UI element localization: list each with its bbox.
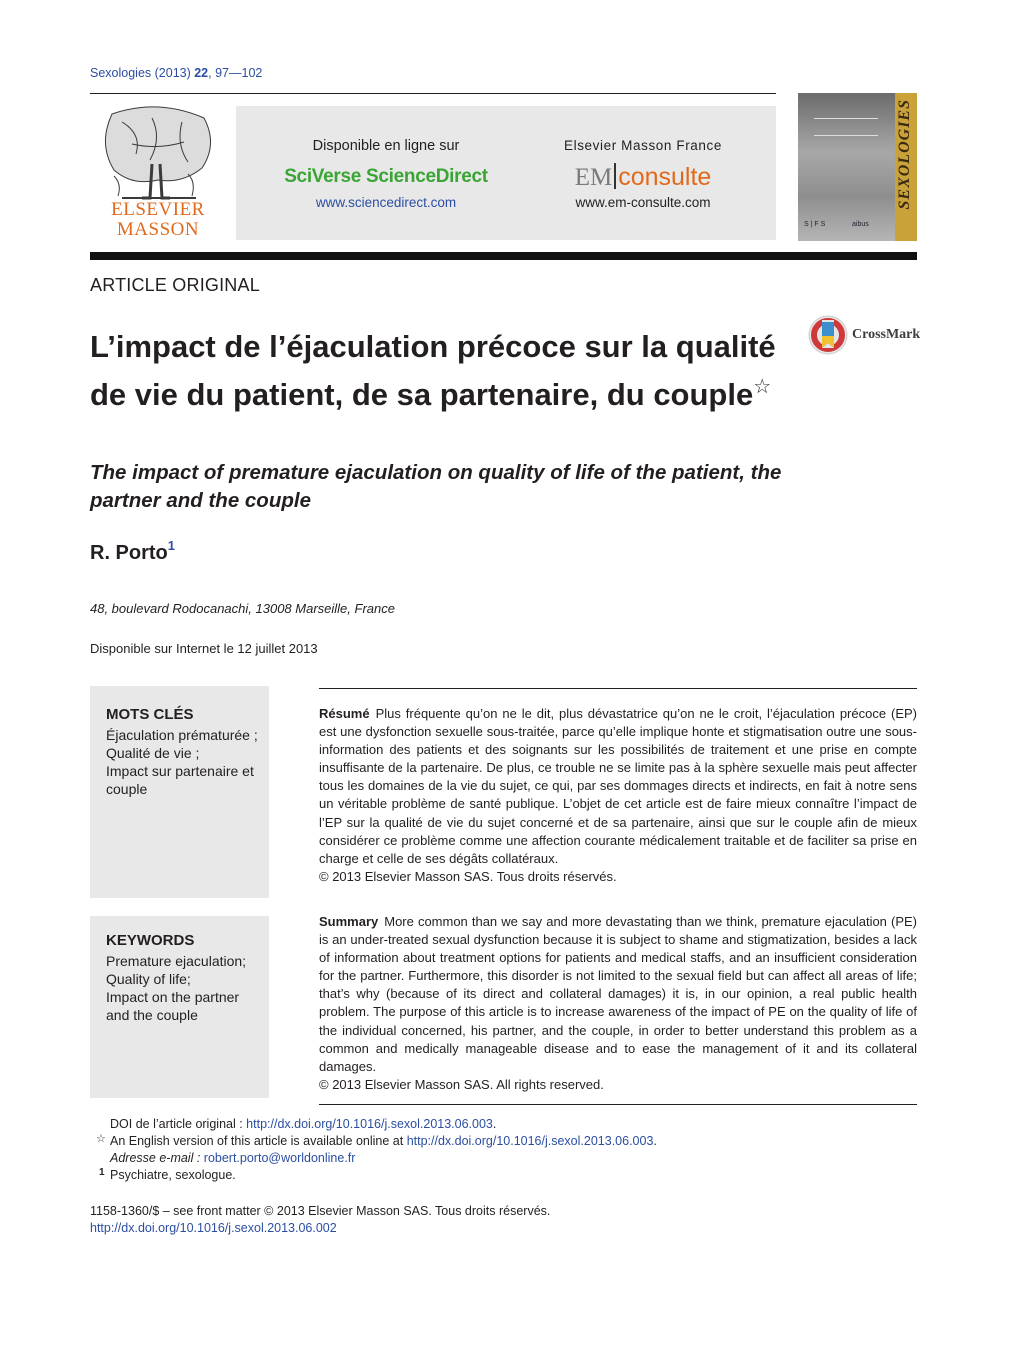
header-thick-divider <box>90 252 917 260</box>
summary-label: Summary <box>319 914 379 929</box>
available-online-label: Disponible en ligne sur <box>312 138 460 154</box>
footnote-english-version <box>110 1133 657 1150</box>
author <box>90 538 175 565</box>
article-title-fr <box>90 327 790 415</box>
doi-end: . <box>492 1117 497 1131</box>
footnote-original-doi <box>110 1116 496 1133</box>
article-title-en: The impact of premature ejaculation on quality of life of the patient, the partner and the couple <box>90 461 782 512</box>
journal-reference[interactable] <box>90 66 262 80</box>
elsevier-masson-wordmark: ELSEVIER MASSON <box>111 199 205 240</box>
em-consulte-logo <box>536 162 750 193</box>
footnote-1-text: Psychiatre, sexologue. <box>110 1168 236 1182</box>
cover-journal-name: SEXOLOGIES <box>896 99 913 210</box>
journal-volume: 22 <box>194 66 209 80</box>
keyword-item: Premature ejaculation; <box>106 953 247 969</box>
em-consulte-link[interactable]: www.em-consulte.com <box>575 195 711 210</box>
keyword-item: Éjaculation prématurée ; <box>106 727 258 743</box>
abstract-bottom-rule <box>319 1104 917 1105</box>
author-footnote-marker[interactable]: 1 <box>167 538 176 553</box>
elsevier-masson-france-label: Elsevier Masson France <box>563 138 722 153</box>
resume-abstract <box>319 705 917 886</box>
footnote-1-marker: 1 <box>99 1167 105 1178</box>
issn-line: 1158-1360/$ – see front matter © 2013 Elsevier Masson SAS. Tous droits réservés. <box>90 1204 551 1218</box>
author-name: R. Porto <box>90 542 168 564</box>
doi-label: DOI de l’article original : <box>110 1117 247 1131</box>
affiliation: 48, boulevard Rodocanachi, 13008 Marseille, France <box>90 601 395 616</box>
article-type: ARTICLE ORIGINAL <box>90 275 260 295</box>
english-end: . <box>653 1134 657 1148</box>
footnote-star-marker: ☆ <box>96 1133 106 1145</box>
original-doi-link[interactable]: http://dx.doi.org/10.1016/j.sexol.2013.06.003 <box>246 1117 493 1131</box>
keywords-en-heading: KEYWORDS <box>106 932 195 949</box>
em-logo-em: EM <box>574 164 613 191</box>
sciverse-sciencedirect-logo: SciVerse ScienceDirect <box>284 166 488 187</box>
em-logo-consulte: consulte <box>618 163 712 191</box>
email-link[interactable]: robert.porto@worldonline.fr <box>203 1151 356 1165</box>
resume-text: Plus fréquente qu’on ne le dit, plus dévastatrice qu’on ne le croit, l’éjaculation précoce (EP) est une dysfonction sexuelle sous-traitée, parce qu’elle implique honte et stigmatisation outre une sous-information des patients et des soignants sur les possibilités de traitement et une prise en compte insuffisante de la partenaire. De plus, ce trouble ne se limite pas à la sphère sexuelle mais peut affecter tous les domaines de la vie du sujet, ce qui, par ses dommages directs et indirects, en fait à notre sens un véritable problème de santé publique. L’objet de cet article est de faire mieux connaître l’impact de l’EP sur la qualité de vie du sujet concerné et de sa partenaire, ainsi que sur le couple afin de mieux considérer ce problème comme une affection courante médicalement traitable et de faciliter sa prise en charge et celle de ses dégâts collatéraux. <box>319 706 917 866</box>
keyword-item: Qualité de vie ; <box>106 745 200 761</box>
summary-abstract <box>319 913 917 1094</box>
summary-text: More common than we say and more devastating than we think, premature ejaculation (PE) is an under-treated sexual dysfunction because it is subject to shame and stigmatization, besides a lack of information about treatment options for patients and medical staffs, and an insufficient consideration for the partner. Furthermore, this disorder is not limited to the sexual field but can affect all areas of life; that’s why (because of its direct and collateral damages) it is, in our opinion, a real public health problem. The purpose of this article is to increase awareness of the impact of PE on the quality of life of the individual concerned, his partner, and the couple, in order to better understand this problem as a common and medically manageable disease and to ease the management of it and its collateral damages. <box>319 914 917 1074</box>
title-star-footnote[interactable]: ☆ <box>753 376 772 398</box>
keywords-en-list <box>106 952 266 1024</box>
keywords-fr-heading: MOTS CLÉS <box>106 706 194 723</box>
cover-footer-right: aibus <box>852 221 869 228</box>
english-version-link[interactable]: http://dx.doi.org/10.1016/j.sexol.2013.06.003 <box>406 1134 654 1148</box>
sciencedirect-link[interactable]: www.sciencedirect.com <box>315 195 457 210</box>
title-fr-text: L’impact de l’éjaculation précoce sur la qualité de vie du patient, de sa partenaire, du couple <box>90 329 776 412</box>
journal-cover-image <box>798 93 917 241</box>
cover-artwork <box>798 93 895 241</box>
available-date: Disponible sur Internet le 12 juillet 2013 <box>90 641 318 656</box>
article-doi-link[interactable]: http://dx.doi.org/10.1016/j.sexol.2013.06.002 <box>90 1221 337 1235</box>
journal-ref-prefix: Sexologies (2013) <box>90 66 195 80</box>
journal-pages: , 97—102 <box>208 66 263 80</box>
header-divider <box>90 93 776 94</box>
cover-footer-left: S | F S <box>804 221 826 228</box>
footnote-email <box>110 1150 355 1167</box>
keyword-item: Impact sur partenaire et couple <box>106 763 254 797</box>
abstract-top-rule <box>319 688 917 689</box>
summary-copyright: © 2013 Elsevier Masson SAS. All rights reserved. <box>319 1076 604 1092</box>
email-label: Adresse e-mail : <box>110 1151 204 1165</box>
keyword-item: Impact on the partner and the couple <box>106 989 240 1023</box>
resume-copyright: © 2013 Elsevier Masson SAS. Tous droits réservés. <box>319 868 617 884</box>
keyword-item: Quality of life; <box>106 971 191 987</box>
cover-title-band <box>814 118 878 136</box>
keywords-fr-list <box>106 726 266 798</box>
crossmark-label[interactable]: CrossMark <box>852 327 921 342</box>
resume-label: Résumé <box>319 706 370 721</box>
english-version-text: An English version of this article is available online at <box>110 1134 407 1148</box>
